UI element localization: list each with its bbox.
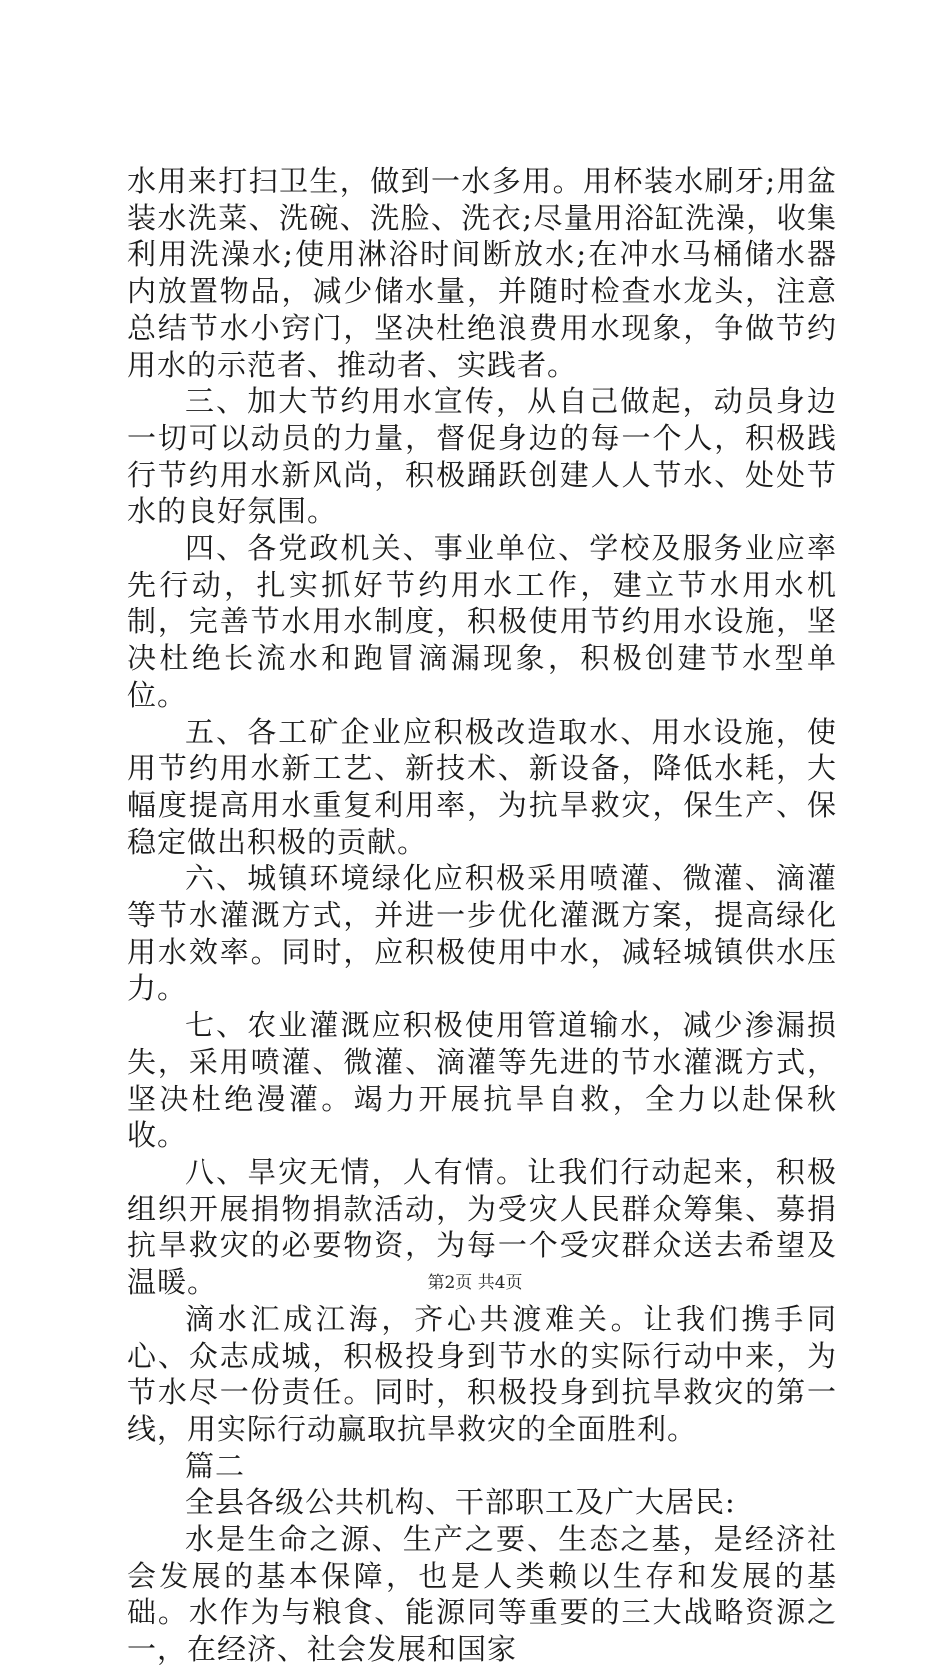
paragraph-item-5: 五、各工矿企业应积极改造取水、用水设施，使用节约用水新工艺、新技术、新设备，降低水耗，大幅度提高用水重复利用率，为抗旱救灾，保生产、保稳定做出积极的贡献。 [127,714,837,859]
paragraph-item-6: 六、城镇环境绿化应积极采用喷灌、微灌、滴灌等节水灌溉方式，并进一步优化灌溉方案，提高绿化用水效率。同时，应积极使用中水，减轻城镇供水压力。 [127,861,837,1006]
document-body [127,163,837,1668]
section-heading: 篇二 [185,1448,246,1483]
paragraph-closing: 滴水汇成江海，齐心共渡难关。让我们携手同心、众志成城，积极投身到节水的实际行动中来，为节水尽一份责任。同时，积极投身到抗旱救灾的第一线，用实际行动赢取抗旱救灾的全面胜利。 [127,1301,837,1446]
paragraph-item-3: 三、加大节约用水宣传，从自己做起，动员身边一切可以动员的力量，督促身边的每一个人，积极践行节约用水新风尚，积极踊跃创建人人节水、处处节水的良好氛围。 [127,384,837,529]
paragraph-item-8: 八、旱灾无情，人有情。让我们行动起来，积极组织开展捐物捐款活动，为受灾人民群众筹集、募捐抗旱救灾的必要物资，为每一个受灾群众送去希望及温暖。 [127,1154,837,1300]
salutation: 全县各级公共机构、干部职工及广大居民: [185,1485,736,1520]
paragraph-continued: 水用来打扫卫生，做到一水多用。用杯装水刷牙;用盆装水洗菜、洗碗、洗脸、洗衣;尽量用浴缸洗澡，收集利用洗澡水;使用淋浴时间断放水;在冲水马桶储水器内放置物品，减少储水量，并随时检查水龙头，注意总结节水小窍门，坚决杜绝浪费用水现象，争做节约用水的示范者、推动者、实践者。 [127,164,837,382]
paragraph-intro: 水是生命之源、生产之要、生态之基，是经济社会发展的基本保障，也是人类赖以生存和发展的基础。水作为与粮食、能源同等重要的三大战略资源之一，在经济、社会发展和国家 [127,1522,837,1667]
page-number-footer: 第2页 共4页 [427,1273,523,1293]
paragraph-item-4: 四、各党政机关、事业单位、学校及服务业应率先行动，扎实抓好节约用水工作，建立节水用水机制，完善节水用水制度，积极使用节约用水设施，坚决杜绝长流水和跑冒滴漏现象，积极创建节水型单位。 [127,531,837,712]
paragraph-item-7: 七、农业灌溉应积极使用管道输水，减少渗漏损失，采用喷灌、微灌、滴灌等先进的节水灌溉方式，坚决杜绝漫灌。竭力开展抗旱自救，全力以赴保秋收。 [127,1008,837,1153]
